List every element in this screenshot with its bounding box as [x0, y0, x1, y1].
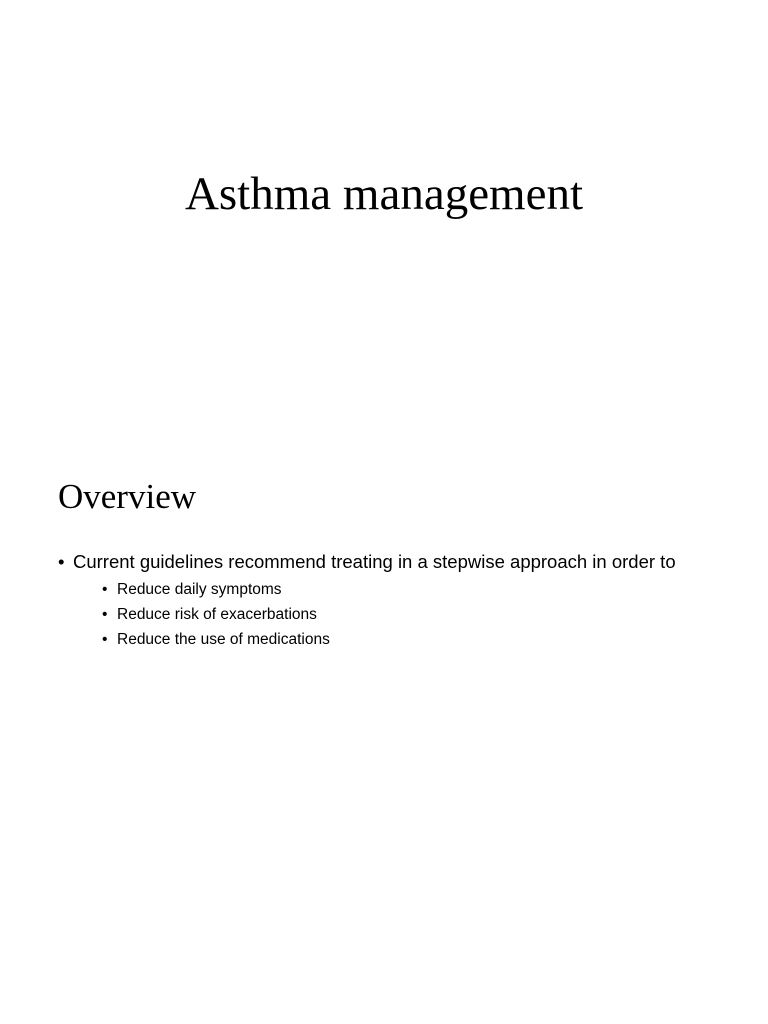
- sub-bullet-list: [73, 577, 710, 652]
- bullet-list: [58, 550, 710, 652]
- bullet-item: [58, 550, 710, 652]
- title-slide: [0, 0, 768, 432]
- sub-bullet-item: • Reduce risk of exacerbations: [73, 602, 710, 627]
- sub-bullet-item: • Reduce the use of medications: [73, 627, 710, 652]
- bullet-text: • Current guidelines recommend treating in a stepwise approach in order to: [73, 551, 676, 572]
- slide-title: Asthma management: [184, 168, 584, 220]
- sub-bullet-item: • Reduce daily symptoms: [73, 577, 710, 602]
- slide-heading: Overview: [58, 477, 197, 516]
- content-slide: [0, 432, 768, 1024]
